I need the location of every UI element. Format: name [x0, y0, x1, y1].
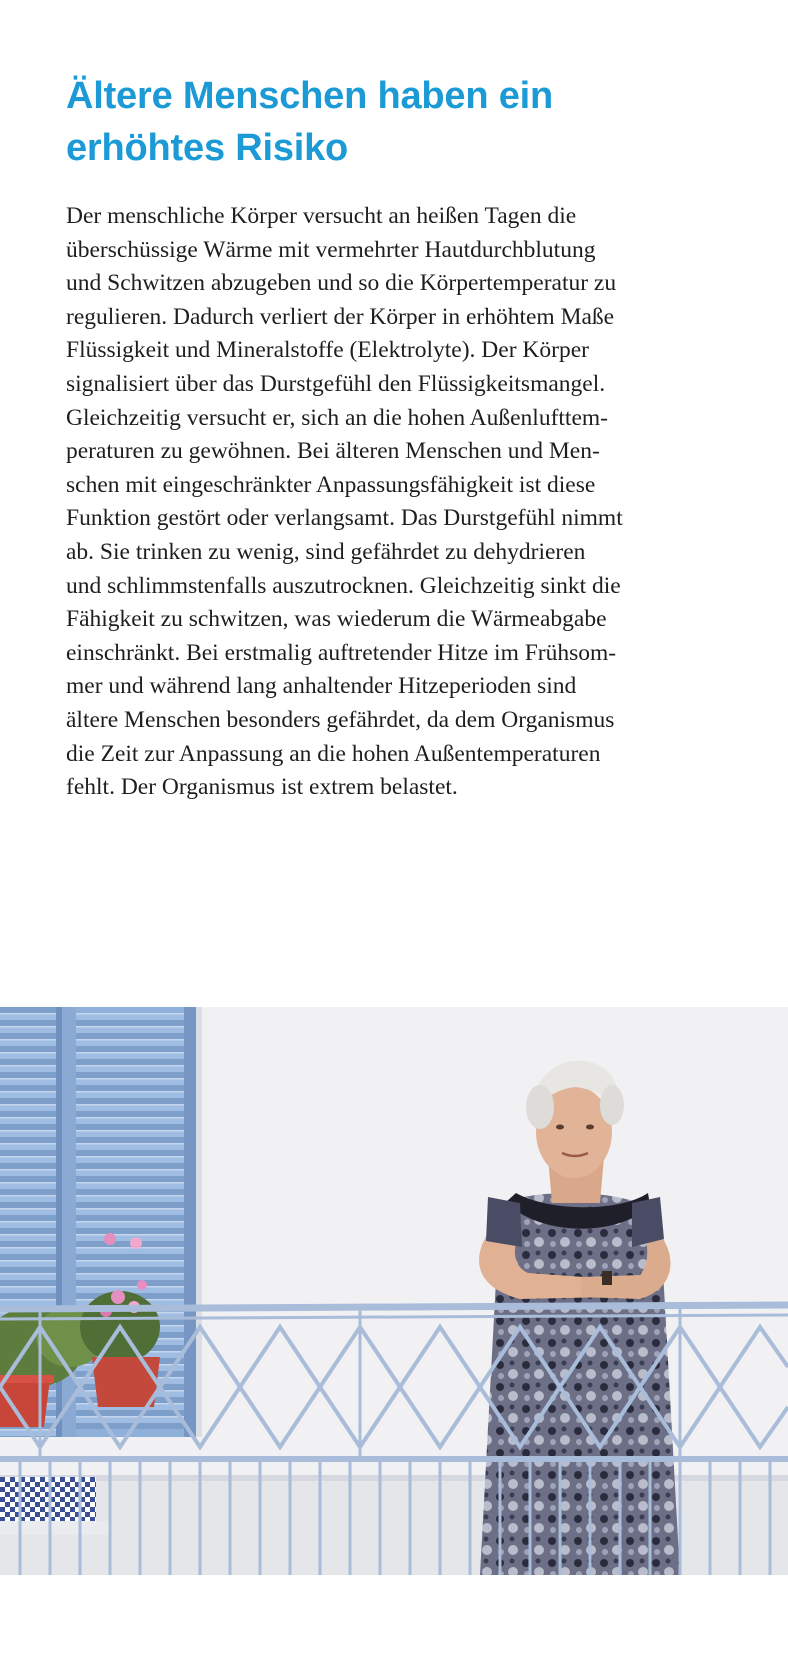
body-line: Fähigkeit zu schwitzen, was wiederum die Wärmeabgabe: [66, 606, 607, 633]
body-line: Gleichzeitig versucht er, sich an die hohen Außenlufttem-: [66, 404, 608, 431]
page-heading: [66, 70, 726, 174]
body-line: die Zeit zur Anpassung an die hohen Außentemperaturen: [66, 740, 601, 767]
body-line: signalisiert über das Durstgefühl den Flüssigkeitsmangel.: [66, 370, 606, 397]
body-line: ab. Sie trinken zu wenig, sind gefährdet zu dehydrieren: [66, 538, 586, 565]
body-line: und schlimmstenfalls auszutrocknen. Gleichzeitig sinkt die: [66, 572, 621, 599]
heading-line-2: erhöhtes Risiko: [66, 127, 349, 169]
body-line: Der menschliche Körper versucht an heißen Tagen die: [66, 203, 577, 229]
chair-cushion: [0, 1477, 96, 1523]
body-paragraph: [66, 200, 766, 805]
body-line: und Schwitzen abzugeben und so die Körpertemperatur zu: [66, 270, 617, 297]
body-line: Flüssigkeit und Mineralstoffe (Elektrolyte). Der Körper: [66, 337, 589, 364]
body-line: ältere Menschen besonders gefährdet, da dem Organismus: [66, 706, 615, 733]
heading-line-1: Ältere Menschen haben ein: [66, 75, 554, 117]
body-line: peraturen zu gewöhnen. Bei älteren Menschen und Men-: [66, 438, 600, 465]
body-line: schen mit eingeschränkter Anpassungsfähigkeit ist diese: [66, 471, 596, 498]
body-line: einschränkt. Bei erstmalig auftretender Hitze im Frühsom-: [66, 639, 617, 666]
body-line: regulieren. Dadurch verliert der Körper in erhöhtem Maße: [66, 303, 615, 330]
body-line: überschüssige Wärme mit vermehrter Hautdurchblutung: [66, 236, 596, 263]
body-line: mer und während lang anhaltender Hitzeperioden sind: [66, 673, 577, 700]
photo-elderly-woman-on-balcony: [0, 1007, 788, 1575]
body-line: Funktion gestört oder verlangsamt. Das Durstgefühl nimmt: [66, 505, 623, 532]
body-line: fehlt. Der Organismus ist extrem belastet.: [66, 774, 458, 801]
